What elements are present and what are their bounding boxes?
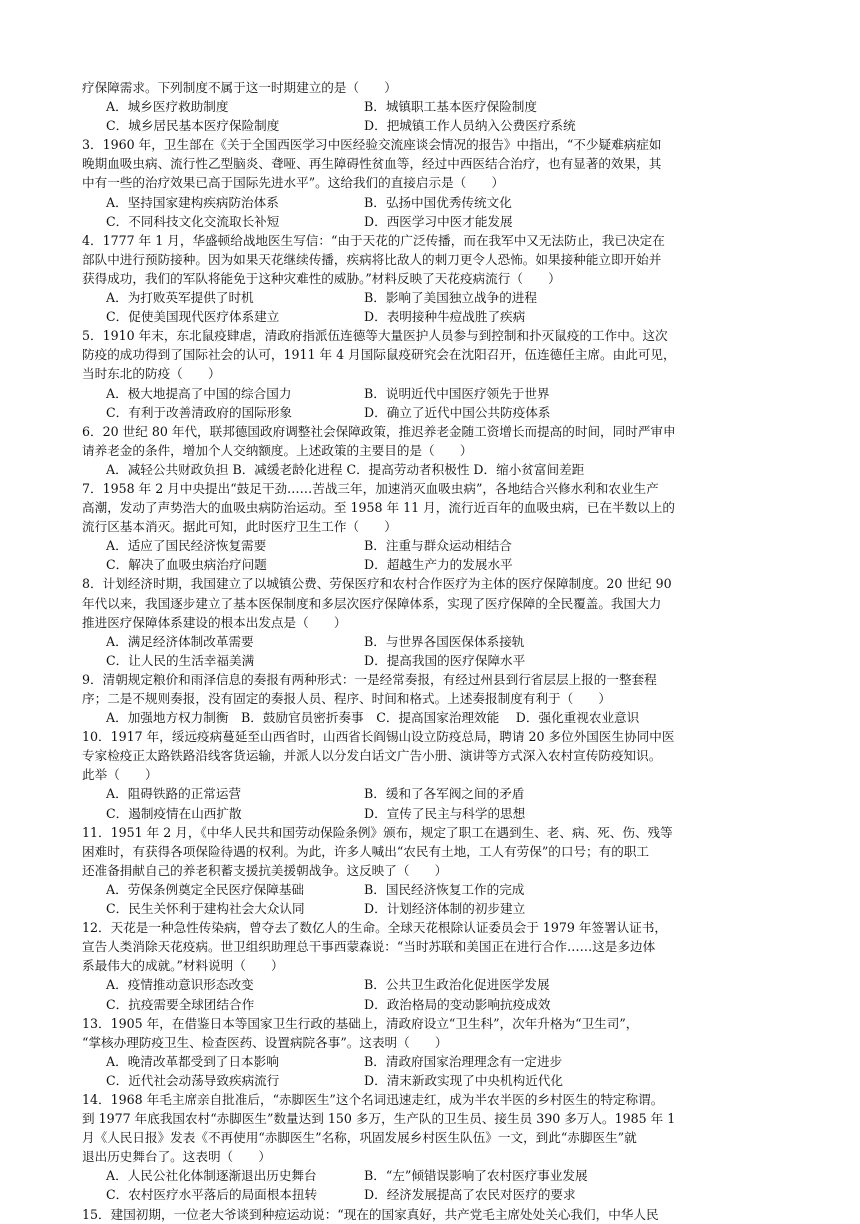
answer-options-row [82,116,778,135]
question-text-line: 部队中进行预防接种。因为如果天花继续传播，疾病将比敌人的刺刀更令人恐怖。如果接种能立即开始并 [82,251,662,267]
question-text-line: 到 1977 年底我国农村“赤脚医生”数量达到 150 多万，生产队的卫生员、接生员 390 多万人。1985 年 1 [82,1111,676,1127]
answer-options-row [82,1166,778,1185]
answer-option: D．提高我国的医疗保障水平 [364,652,526,668]
answer-option: B．与世界各国医保体系接轨 [364,633,525,649]
answer-option: D．把城镇工作人员纳入公费医疗系统 [364,118,576,134]
answer-option: B．说明近代中国医疗领先于世界 [364,385,550,401]
answer-option: A．满足经济体制改革需要 [106,633,254,649]
answer-option: A．城乡医疗救助制度 [106,99,229,115]
question-text-line: 5．1910 年末，东北鼠疫肆虐，清政府指派伍连德等大量医护人员参与到控制和扑灭鼠疫的工作中。这次 [82,328,668,344]
answer-options-row [82,995,778,1014]
answer-option: B．城镇职工基本医疗保险制度 [364,99,537,115]
question-text-line: 7．1958 年 2 月中央提出“鼓足干劲……苦战三年，加速消灭血吸虫病”，各地结合兴修水利和农业生产 [82,480,659,496]
answer-options-row [82,1071,778,1090]
question-text-line: 系最伟大的成就。”材料说明（ ） [82,958,284,974]
answer-option: D．确立了近代中国公共防疫体系 [364,404,551,420]
answer-options-row [82,880,778,899]
answer-options-row [82,403,778,422]
question-text-line: 12．天花是一种急性传染病，曾夺去了数亿人的生命。全球天花根除认证委员会于 1979 年签署认证书， [82,920,668,936]
answer-option: A．晚清改革都受到了日本影响 [106,1053,279,1069]
answer-option: B．弘扬中国优秀传统文化 [364,194,512,210]
question-text-line: 请养老金的条件，增加个人交纳额度。上述政策的主要目的是（ ） [82,442,473,458]
answer-option: C．有利于改善清政府的国际形象 [106,404,292,420]
answer-option: B．缓和了各军阀之间的矛盾 [364,786,525,802]
question-text-line: 序；二是不规则奏报，没有固定的奏报人员、程序、时间和格式。上述奏报制度有利于（ ） [82,691,611,706]
question-text-line: 6．20 世纪 80 年代，联邦德国政府调整社会保障政策，推迟养老金随工资增长而提高的时间，同时严审申 [82,423,676,439]
answer-option: C．民生关怀利于建构社会大众认同 [106,901,305,917]
question-text-line: 11．1951 年 2 月，《中华人民共和国劳动保险条例》颁布，规定了职工在遇到生、老、病、死、伤、残等 [82,824,673,840]
answer-option: D．超越生产力的发展水平 [364,557,513,573]
question-text-line: 3．1960 年，卫生部在《关于全国西医学习中医经验交流座谈会情况的报告》中指出，“不少疑难病症如 [82,137,662,153]
question-text-line: 中有一些的治疗效果已高于国际先进水平”。这给我们的直接启示是（ ） [82,175,505,191]
question-text-line: 获得成功，我们的军队将能免于这种灾难性的威胁。”材料反映了天花疫病流行（ ） [82,270,561,286]
answer-options-row [82,555,778,574]
question-text-line: 流行区基本消灭。据此可知，此时医疗卫生工作（ ） [82,519,397,535]
answer-option: A．劳保条例奠定全民医疗保障基础 [106,881,305,897]
question-text-line: 还准备捐献自己的养老积蓄支援抗美援朝战争。这反映了（ ） [82,862,448,878]
question-text-line: 月《人民日报》发表《不再使用“赤脚医生”名称，巩固发展乡村医生队伍》一文，到此“赤脚医生”就 [82,1130,637,1146]
question-text-line: 9．清朝规定粮价和雨泽信息的奏报有两种形式：一是经常奏报，有经过州县到行省层层上报的一整套程 [82,671,657,687]
answer-option: D．经济发展提高了农民对医疗的要求 [364,1187,576,1203]
answer-option: B．影响了美国独立战争的进程 [364,290,537,306]
answer-options-row [82,460,778,479]
answer-option: D．西医学习中医才能发展 [364,213,513,229]
question-text-line: 10．1917 年，绥远疫病蔓延至山西省时，山西省长阎锡山设立防疫总局，聘请 20 多位外国医生协同中医 [82,729,675,745]
answer-option: C．城乡居民基本医疗保险制度 [106,118,280,134]
answer-option: B．“左”倾错误影响了农村医疗事业发展 [364,1168,588,1184]
answer-option: B．注重与群众运动相结合 [364,538,512,554]
answer-options-row [82,651,778,670]
question-text-line: 8．计划经济时期，我国建立了以城镇公费、劳保医疗和农村合作医疗为主体的医疗保障制度。20 世纪 90 [82,576,672,592]
question-text-line: 4．1777 年 1 月，华盛顿给战地医生写信：“由于天花的广泛传播，而在我军中又无法防止，我已决定在 [82,232,665,248]
question-text-line: 推进医疗保障体系建设的根本出发点是（ ） [82,614,347,630]
question-text-line: “掌核办理防疫卫生、检查医药、设置病院各事”。这表明（ ） [82,1034,448,1050]
answer-options-row [82,708,778,727]
answer-option: D．清末新政实现了中央机构近代化 [364,1072,564,1088]
answer-option: C．让人民的生活幸福美满 [106,652,255,668]
question-text-line: 15．建国初期，一位老大爷谈到种痘运动说：“现在的国家真好，共产党毛主席处处关心我们，中华人民 [82,1206,659,1222]
question-text-line: 疗保障需求。下列制度不属于这一时期建立的是（ ） [82,80,397,95]
answer-options-row [82,193,778,212]
answer-option: B．国民经济恢复工作的完成 [364,881,525,897]
question-text-line: 当时东北的防疫（ ） [82,366,221,382]
question-text-line: 高潮，发动了声势浩大的血吸虫病防治运动。至 1958 年 11 月，流行近百年的血吸虫病，已在半数以上的 [82,500,676,516]
answer-option: D．宣传了民主与科学的思想 [364,805,526,821]
answer-option: C．促使美国现代医疗体系建立 [106,309,280,325]
answer-option: A．减轻公共财政负担 B．减缓老龄化进程 C．提高劳动者积极性 D．缩小贫富间差距 [106,461,585,477]
answer-option: A．极大地提高了中国的综合国力 [106,385,292,401]
answer-options-row [82,212,778,231]
answer-option: C．抗疫需要全球团结合作 [106,996,255,1012]
answer-option: C．近代社会动荡导致疾病流行 [106,1072,280,1088]
answer-option: D．计划经济体制的初步建立 [364,901,526,917]
answer-option: A．疫情推动意识形态改变 [106,977,254,993]
answer-option: B．公共卫生政治化促进医学发展 [364,977,550,993]
answer-options-row [82,899,778,918]
answer-option: C．不同科技文化交流取长补短 [106,213,280,229]
question-text-line: 此举（ ） [82,767,158,783]
answer-option: A．为打败英军提供了时机 [106,290,254,306]
answer-options-row [82,804,778,823]
answer-options-row [82,384,778,403]
question-text-line: 退出历史舞台了。这表明（ ） [82,1149,271,1165]
answer-option: A．适应了国民经济恢复需要 [106,538,267,554]
answer-options-row [82,632,778,651]
answer-option: A．阻碍铁路的正常运营 [106,786,242,802]
answer-options-row [82,97,778,116]
answer-options-row [82,784,778,803]
answer-option: C．解决了血吸虫病治疗问题 [106,557,267,573]
answer-options-row [82,1185,778,1204]
question-text-line: 困难时，有获得各项保险待遇的权利。为此，许多人喊出“农民有土地，工人有劳保”的口号；有的职工 [82,843,650,859]
question-text-line: 防疫的成功得到了国际社会的认可，1911 年 4 月国际鼠疫研究会在沈阳召开，伍连德任主席。由此可见， [82,347,676,363]
question-text-line: 宣告人类消除天花疫病。世卫组织助理总干事西蒙森说：“当时苏联和美国正在进行合作……这是多边体 [82,939,656,955]
answer-options-row [82,536,778,555]
answer-options-row [82,307,778,326]
answer-option: D．表明接种牛痘战胜了疾病 [364,309,526,325]
question-text-line: 13．1905 年，在借鉴日本等国家卫生行政的基础上，清政府设立“卫生科”，次年升格为“卫生司”， [82,1015,639,1031]
question-text-line: 年代以来，我国逐步建立了基本医保制度和多层次医疗保障体系，实现了医疗保障的全民覆盖。我国大力 [82,595,662,611]
answer-options-row [82,975,778,994]
answer-option: C．遏制疫情在山西扩散 [106,805,242,821]
answer-options-row [82,1052,778,1071]
question-text-line: 晚期血吸虫病、流行性乙型脑炎、聋哑、再生障碍性贫血等，经过中西医结合治疗，也有显著的效果，其 [82,156,662,172]
answer-option: C．农村医疗水平落后的局面根本扭转 [106,1187,318,1203]
answer-option: A．人民公社化体制逐渐退出历史舞台 [106,1168,317,1184]
answer-option: B．清政府国家治理理念有一定进步 [364,1053,563,1069]
answer-option: A．加强地方权力制衡 B．鼓励官员密折奏事 C．提高国家治理效能 D．强化重视农业意识 [106,710,640,726]
answer-option: A．坚持国家建构疾病防治体系 [106,194,279,210]
question-text-line: 14．1968 年毛主席亲自批准后，“赤脚医生”这个名词迅速走红，成为半农半医的乡村医生的特定称谓。 [82,1091,664,1107]
answer-option: D．政治格局的变动影响抗疫成效 [364,996,551,1012]
answer-options-row [82,288,778,307]
question-text-line: 专家检疫正太路铁路沿线客货运输，并派人以分发白话文广告小册、演讲等方式深入农村宣传防疫知识。 [82,748,662,764]
